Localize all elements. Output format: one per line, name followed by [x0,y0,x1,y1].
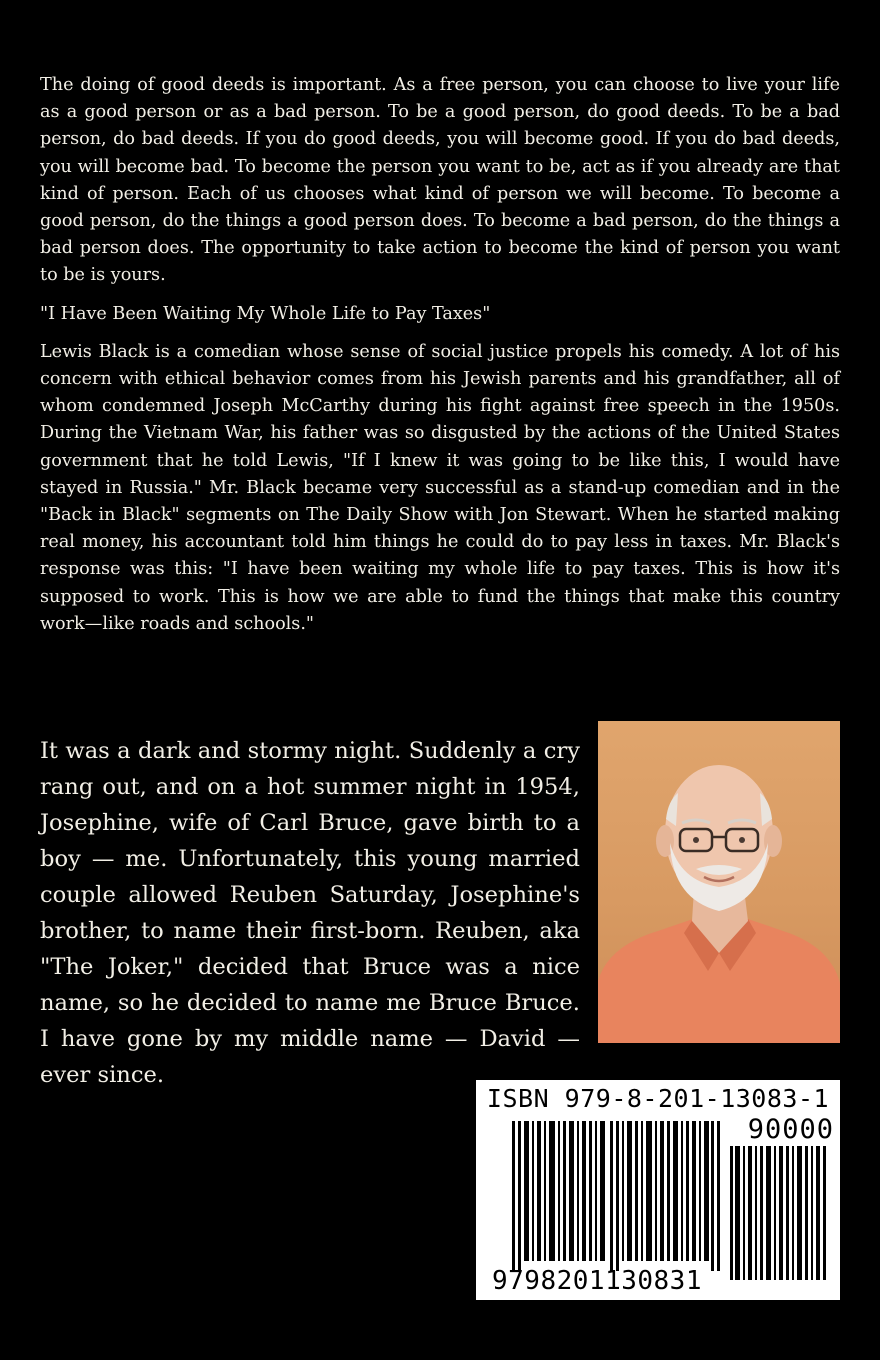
isbn-barcode [476,1080,840,1300]
blurb-paragraph-2: Lewis Black is a comedian whose sense of social justice propels his comedy. A lot of his concern with ethical behavior comes from his Jewish parents and his grandfather, all of whom condemned Joseph McCarthy during his fight against free speech in the 1950s. During the Vietnam War, his father was so disgusted by the actions of the United States government that he told Lewis, "If I knew it was going to be like this, I would have stayed in Russia." Mr. Black became very successful as a stand-up comedian and in the "Back in Black" segments on The Daily Show with Jon Stewart. When he started making real money, his accountant told him things he could do to pay less in taxes. Mr. Black's response was this: "I have been waiting my whole life to pay taxes. This is how it's supposed to work. This is how we are able to fund the things that make this country work—like roads and schools." [40,341,840,634]
barcode-main-bars [512,1121,720,1271]
author-photo [598,721,840,1043]
blurb-paragraph-1: The doing of good deeds is important. As a free person, you can choose to live your life as a good person or as a bad person. To be a good person, do good deeds. To be a bad person, do bad deeds. If you do good deeds, you will become good. If you do bad deeds, you will become bad. To become the person you want to be, act as if you already are that kind of person. Each of us chooses what kind of person we will become. To become a good person, do the things a good person does. To become a bad person, do the things a bad person does. The opportunity to take action to become the kind of person you want to be is yours. [40,75,840,286]
barcode-ean-number: 9798201130831 [492,1266,702,1296]
author-bio: It was a dark and stormy night. Suddenly a cry rang out, and on a hot summer night in 1954, Josephine, wife of Carl Bruce, gave birth to a boy — me. Unfortunately, this young married couple allowed Reuben Saturday, Josephine's brother, to name their first-born. Reuben, aka "The Joker," decided that Bruce was a nice name, so he decided to name me Bruce Bruce. I have gone by my middle name — David — ever since. [40,738,580,1088]
blurb-subheading: "I Have Been Waiting My Whole Life to Pay Taxes" [40,303,491,324]
barcode-addon-number: 90000 [747,1114,834,1145]
isbn-label: ISBN 979-8-201-13083-1 [486,1084,830,1113]
back-cover-blurb [40,72,840,649]
barcode-addon-bars [730,1146,826,1280]
